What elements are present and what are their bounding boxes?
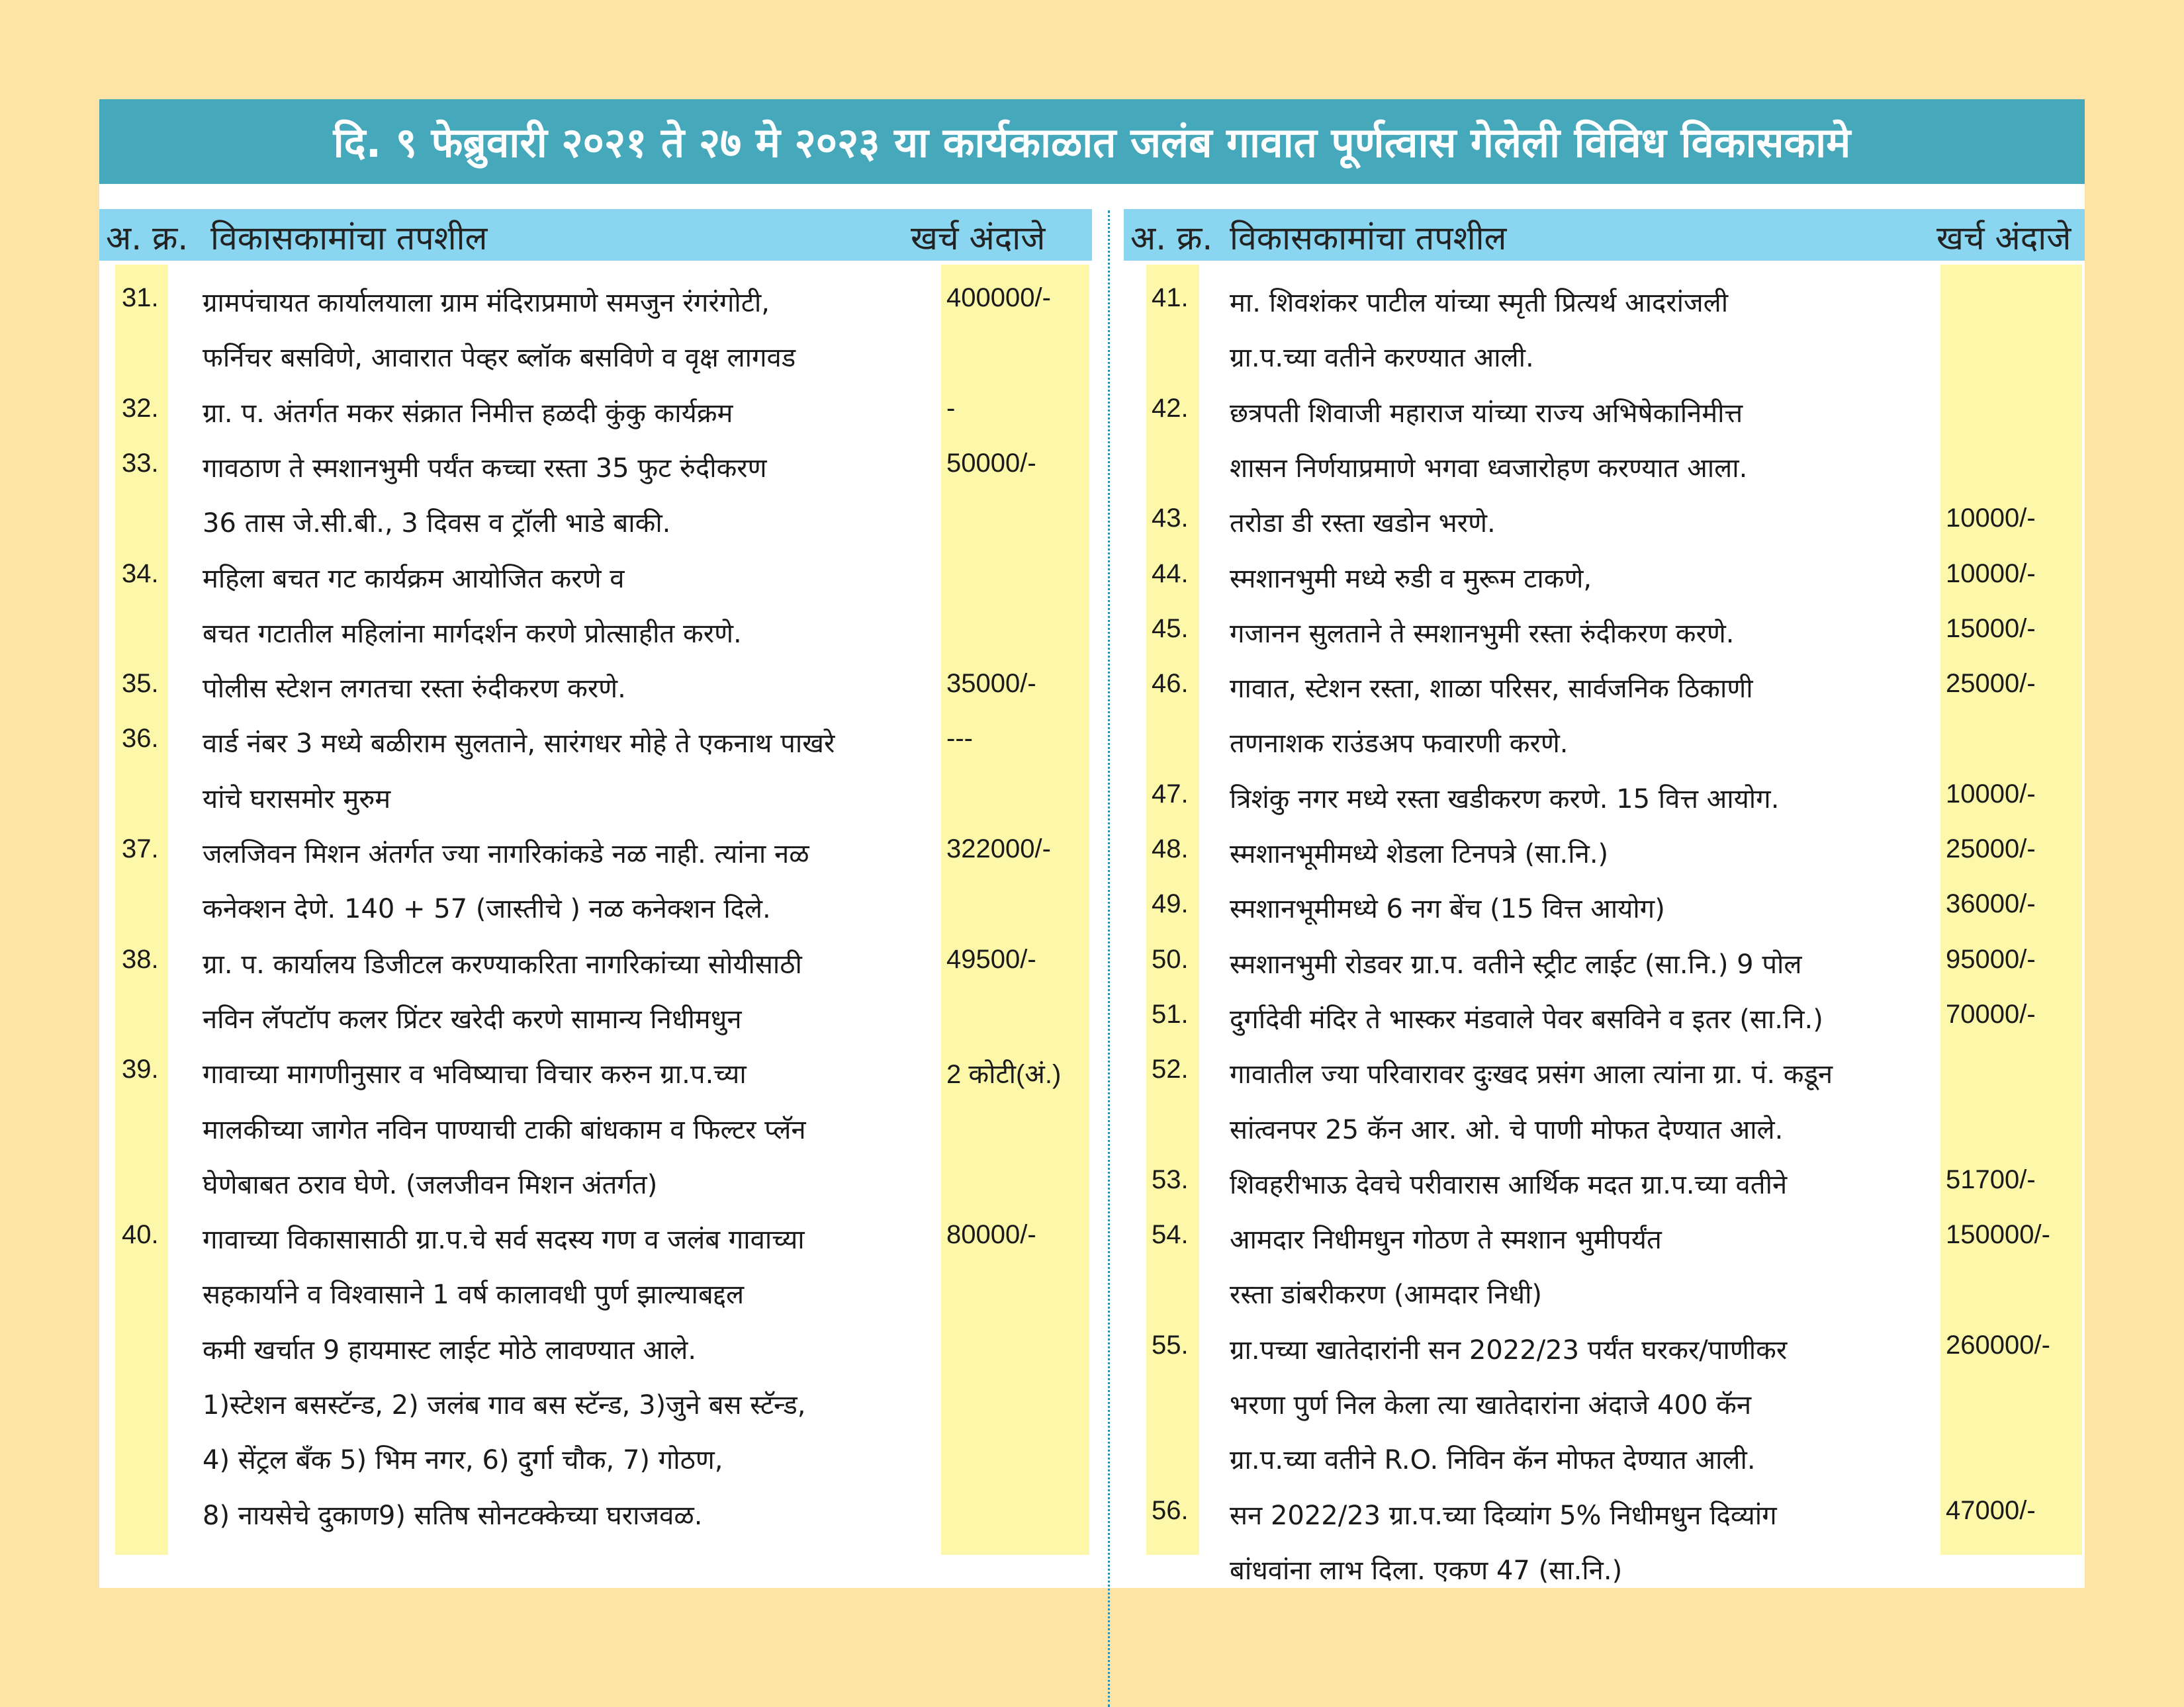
table-row (1124, 601, 2085, 656)
table-row (1124, 656, 2085, 711)
row-details: गजानन सुलताने ते स्मशानभुमी रस्ता रुंदीकरण करणे. (1230, 618, 1735, 649)
row-number: 31. (122, 283, 159, 312)
row-details: रस्ता डांबरीकरण (आमदार निधी) (1230, 1280, 1543, 1311)
row-details: 1)स्टेशन बसस्टॅन्ड, 2) जलंब गाव बस स्टॅन्ड, 3)जुने बस स्टॅन्ड, (203, 1390, 806, 1421)
table-row (99, 601, 1092, 656)
table-row (1124, 1207, 2085, 1262)
table-row (1124, 270, 2085, 325)
row-details: पोलीस स्टेशन लगतचा रस्ता रुंदीकरण करणे. (203, 674, 626, 705)
table-row (1124, 325, 2085, 380)
row-details: तणनाशक राउंडअप फवारणी करणे. (1230, 728, 1569, 760)
row-number: 50. (1152, 944, 1189, 974)
table-row (1124, 1483, 2085, 1538)
row-details: वार्ड नंबर 3 मध्ये बळीराम सुलताने, सारंगधर मोहे ते एकनाथ पाखरे (203, 728, 835, 760)
table-row (99, 435, 1092, 490)
table-row (99, 490, 1092, 545)
row-number: 55. (1152, 1330, 1189, 1360)
table-row (99, 1041, 1092, 1096)
row-details: नविन लॅपटॉप कलर प्रिंटर खरेदी करणे सामान्य निधीमधुन (203, 1004, 742, 1035)
row-number: 54. (1152, 1220, 1189, 1250)
table-row (1124, 1041, 2085, 1096)
row-number: 41. (1152, 283, 1189, 312)
row-details: जलजिवन मिशन अंतर्गत ज्या नागरिकांकडे नळ नाही. त्यांना नळ (203, 839, 809, 869)
row-number: 47. (1152, 779, 1189, 809)
row-cost: 25000/- (1946, 834, 2036, 863)
row-number: 49. (1152, 889, 1189, 919)
row-details: छत्रपती शिवाजी महाराज यांच्या राज्य अभिषेकानिमीत्त (1230, 398, 1743, 429)
row-details: ग्रामपंचायत कार्यालयाला ग्राम मंदिराप्रमाणे समजुन रंगरंगोटी, (203, 288, 770, 318)
table-row (99, 546, 1092, 601)
row-number: 33. (122, 448, 159, 478)
table-row (99, 1317, 1092, 1372)
table-row (1124, 711, 2085, 766)
row-cost: - (946, 393, 956, 423)
table-row (99, 1372, 1092, 1427)
row-details: कमी खर्चात 9 हायमास्ट लाईट मोठे लावण्यात आले. (203, 1335, 697, 1366)
row-number: 42. (1152, 393, 1189, 423)
table-row (1124, 435, 2085, 490)
header-details: विकासकामांचा तपशील (210, 219, 488, 257)
row-details: आमदार निधीमधुन गोठण ते स्मशान भुमीपर्यंत (1230, 1225, 1662, 1256)
poster-card (99, 99, 2085, 1588)
row-details: स्मशानभूमीमध्ये शेडला टिनपत्रे (सा.नि.) (1230, 839, 1609, 869)
left-table-header (99, 209, 1092, 261)
left-table (99, 209, 1092, 1588)
row-number: 34. (122, 558, 159, 588)
row-number: 36. (122, 724, 159, 754)
row-details: बचत गटातील महिलांना मार्गदर्शन करणे प्रोत्साहीत करणे. (203, 618, 742, 649)
row-cost: 2 कोटी(अं.) (946, 1060, 1062, 1090)
row-cost: 70000/- (1946, 999, 2036, 1029)
table-row (1124, 490, 2085, 545)
table-row (99, 1152, 1092, 1207)
row-cost: 49500/- (946, 944, 1036, 974)
table-row (99, 656, 1092, 711)
right-table (1124, 209, 2085, 1588)
row-cost: 260000/- (1946, 1330, 2050, 1360)
header-sr: अ. क्र. (106, 219, 189, 257)
table-row (1124, 821, 2085, 876)
row-cost: 95000/- (1946, 944, 2036, 974)
row-cost: 10000/- (1946, 779, 2036, 809)
page-title: दि. ९ फेब्रुवारी २०२१ ते २७ मे २०२३ या कार्यकाळात जलंब गावात पूर्णत्वास गेलेली विविध विकासकामे (99, 99, 2085, 184)
row-details: शासन निर्णयाप्रमाणे भगवा ध्वजारोहण करण्यात आला. (1230, 453, 1748, 484)
row-details: 4) सेंट्रल बँक 5) भिम नगर, 6) दुर्गा चौक, 7) गोठण, (203, 1445, 723, 1476)
row-number: 39. (122, 1055, 159, 1084)
table-row (99, 1427, 1092, 1482)
table-row (1124, 932, 2085, 986)
table-row (1124, 766, 2085, 821)
row-details: सांत्वनपर 25 कॅन आर. ओ. चे पाणी मोफत देण्यात आले. (1230, 1114, 1784, 1145)
table-row (1124, 1538, 2085, 1593)
row-details: गावठाण ते स्मशानभुमी पर्यंत कच्चा रस्ता 35 फुट रुंदीकरण (203, 453, 767, 484)
table-row (1124, 1317, 2085, 1372)
row-details: सहकार्याने व विश्वासाने 1 वर्ष कालावधी पुर्ण झाल्याबद्दल (203, 1280, 745, 1311)
table-row (99, 932, 1092, 986)
table-row (99, 986, 1092, 1041)
row-details: ग्रा. प. अंतर्गत मकर संक्रात निमीत्त हळदी कुंकु कार्यक्रम (203, 398, 733, 429)
header-sr: अ. क्र. (1130, 219, 1213, 257)
row-number: 37. (122, 834, 159, 863)
row-cost: 80000/- (946, 1220, 1036, 1250)
table-row (99, 1262, 1092, 1317)
table-row (99, 1483, 1092, 1538)
row-details: त्रिशंकु नगर मध्ये रस्ता खडीकरण करणे. 15 वित्त आयोग. (1230, 783, 1780, 814)
row-number: 52. (1152, 1055, 1189, 1084)
row-number: 56. (1152, 1495, 1189, 1525)
row-cost: 50000/- (946, 448, 1036, 478)
table-row (99, 1097, 1092, 1152)
table-row (99, 766, 1092, 821)
row-details: गावाच्या मागणीनुसार व भविष्याचा विचार करुन ग्रा.प.च्या (203, 1059, 747, 1090)
row-details: मालकीच्या जागेत नविन पाण्याची टाकी बांधकाम व फिल्टर प्लॅन (203, 1114, 806, 1145)
table-row (99, 876, 1092, 931)
row-details: मा. शिवशंकर पाटील यांच्या स्मृती प्रित्यर्थ आदरांजली (1230, 288, 1729, 318)
header-cost: खर्च अंदाजे (1936, 219, 2071, 257)
header-details: विकासकामांचा तपशील (1230, 219, 1507, 257)
row-cost: 15000/- (1946, 613, 2036, 643)
row-details: स्मशानभूमीमध्ये 6 नग बेंच (15 वित्त आयोग) (1230, 894, 1665, 925)
table-row (1124, 986, 2085, 1041)
row-number: 51. (1152, 999, 1189, 1029)
table-row (99, 1207, 1092, 1262)
table-row (1124, 1262, 2085, 1317)
row-cost: --- (946, 724, 973, 754)
table-row (1124, 1427, 2085, 1482)
row-details: महिला बचत गट कार्यक्रम आयोजित करणे व (203, 563, 625, 594)
row-cost: 47000/- (1946, 1495, 2036, 1525)
row-number: 44. (1152, 558, 1189, 588)
row-details: तरोडा डी रस्ता खडोन भरणे. (1230, 508, 1496, 539)
table-row (1124, 1152, 2085, 1207)
row-details: भरणा पुर्ण निल केला त्या खातेदारांना अंदाजे 400 कॅन (1230, 1390, 1752, 1421)
row-details: सन 2022/23 ग्रा.प.च्या दिव्यांग 5% निधीमधुन दिव्यांग (1230, 1500, 1777, 1531)
row-cost: 36000/- (1946, 889, 2036, 919)
row-cost: 322000/- (946, 834, 1051, 863)
table-row (99, 821, 1092, 876)
row-number: 53. (1152, 1164, 1189, 1194)
table-row (1124, 876, 2085, 931)
row-number: 35. (122, 669, 159, 699)
row-details: बांधवांना लाभ दिला. एकण 47 (सा.नि.) (1230, 1555, 1623, 1586)
table-row (1124, 546, 2085, 601)
row-details: स्मशानभुमी मध्ये रुडी व मुरूम टाकणे, (1230, 563, 1592, 594)
row-details: स्मशानभुमी रोडवर ग्रा.प. वतीने स्ट्रीट लाईट (सा.नि.) 9 पोल (1230, 949, 1802, 980)
table-row (99, 325, 1092, 380)
row-details: ग्रा.प.च्या वतीने R.O. निविन कॅन मोफत देण्यात आली. (1230, 1445, 1756, 1476)
table-row (1124, 1372, 2085, 1427)
row-details: घेणेबाबत ठराव घेणे. (जलजीवन मिशन अंतर्गत) (203, 1169, 658, 1200)
table-row (1124, 1097, 2085, 1152)
row-cost: 51700/- (1946, 1164, 2036, 1194)
row-details: ग्रा. प. कार्यालय डिजीटल करण्याकरिता नागरिकांच्या सोयीसाठी (203, 949, 802, 980)
row-cost: 25000/- (1946, 669, 2036, 699)
row-details: फर्निचर बसविणे, आवारात पेव्हर ब्लॉक बसविणे व वृक्ष लागवड (203, 343, 796, 374)
row-cost: 10000/- (1946, 558, 2036, 588)
row-number: 45. (1152, 613, 1189, 643)
row-details: कनेक्शन देणे. 140 + 57 (जास्तीचे ) नळ कनेक्शन दिले. (203, 894, 771, 925)
table-row (99, 270, 1092, 325)
row-details: दुर्गादेवी मंदिर ते भास्कर मंडवाले पेवर बसविने व इतर (सा.नि.) (1230, 1004, 1823, 1035)
row-details: यांचे घरासमोर मुरुम (203, 783, 391, 814)
row-cost: 10000/- (1946, 503, 2036, 533)
table-row (99, 711, 1092, 766)
row-details: गावातील ज्या परिवारावर दुःखद प्रसंग आला त्यांना ग्रा. पं. कडून (1230, 1059, 1833, 1090)
header-cost: खर्च अंदाजे (911, 219, 1046, 257)
row-number: 43. (1152, 503, 1189, 533)
row-details: शिवहरीभाऊ देवचे परीवारास आर्थिक मदत ग्रा.प.च्या वतीने (1230, 1169, 1788, 1200)
row-number: 32. (122, 393, 159, 423)
table-row (99, 380, 1092, 435)
row-cost: 400000/- (946, 283, 1051, 312)
row-number: 48. (1152, 834, 1189, 863)
row-number: 40. (122, 1220, 159, 1250)
right-table-header (1124, 209, 2085, 261)
row-cost: 150000/- (1946, 1220, 2050, 1250)
table-row (1124, 380, 2085, 435)
row-cost: 35000/- (946, 669, 1036, 699)
row-details: 36 तास जे.सी.बी., 3 दिवस व ट्रॉली भाडे बाकी. (203, 508, 671, 539)
row-details: गावात, स्टेशन रस्ता, शाळा परिसर, सार्वजनिक ठिकाणी (1230, 674, 1753, 705)
row-number: 46. (1152, 669, 1189, 699)
column-divider (1108, 210, 1110, 1707)
row-details: ग्रा.प.च्या वतीने करण्यात आली. (1230, 343, 1534, 374)
row-number: 38. (122, 944, 159, 974)
row-details: 8) नायसेचे दुकाण9) सतिष सोनटक्केच्या घराजवळ. (203, 1500, 703, 1531)
row-details: ग्रा.पच्या खातेदारांनी सन 2022/23 पर्यंत घरकर/पाणीकर (1230, 1335, 1788, 1366)
row-details: गावाच्या विकासासाठी ग्रा.प.चे सर्व सदस्य गण व जलंब गावाच्या (203, 1225, 805, 1256)
